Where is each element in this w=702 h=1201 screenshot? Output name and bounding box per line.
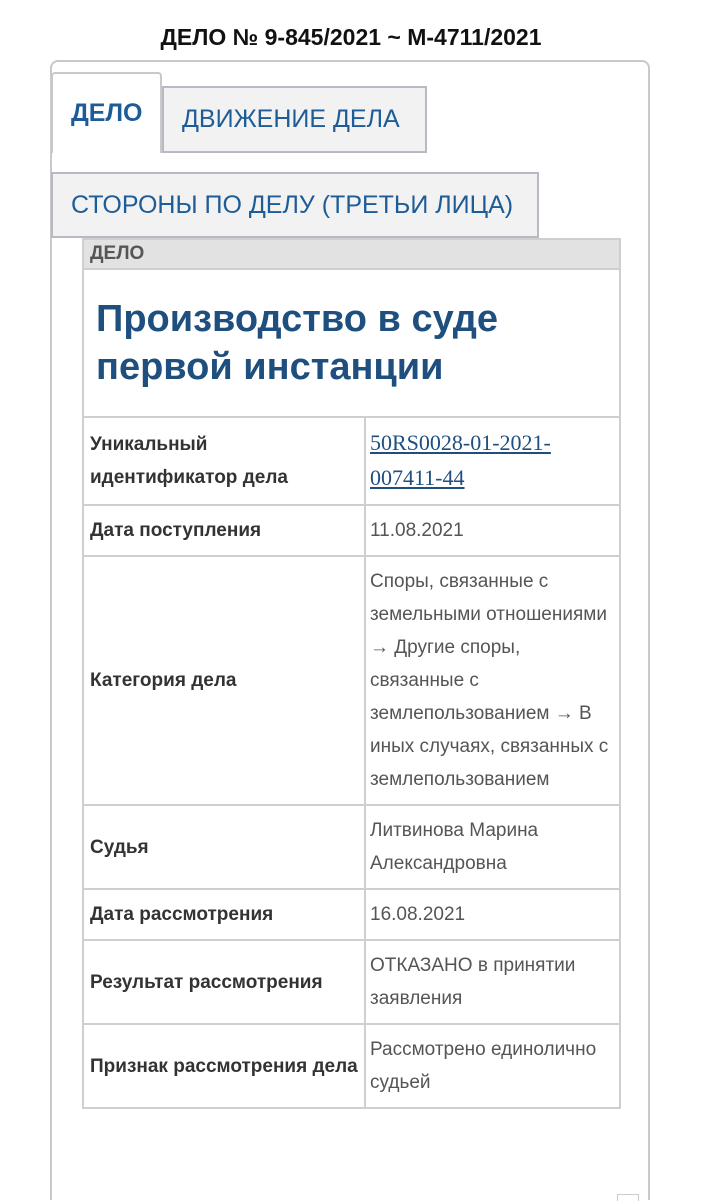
row-value-review-type: Рассмотрено единолично судьей — [365, 1024, 620, 1108]
row-value-uid — [365, 417, 620, 505]
row-label-judge: Судья — [83, 805, 365, 889]
case-table — [82, 238, 621, 1109]
page-title: ДЕЛО № 9-845/2021 ~ М-4711/2021 — [160, 24, 542, 50]
table-row — [83, 940, 620, 1024]
tab-case[interactable]: ДЕЛО — [51, 72, 162, 153]
table-row — [83, 1024, 620, 1108]
row-value-result: ОТКАЗАНО в принятии заявления — [365, 940, 620, 1024]
tab-case-movement[interactable]: ДВИЖЕНИЕ ДЕЛА — [162, 86, 427, 153]
row-label-hearing-date: Дата рассмотрения — [83, 889, 365, 940]
row-label-result: Результат рассмотрения — [83, 940, 365, 1024]
table-row — [83, 417, 620, 505]
table-row — [83, 505, 620, 556]
row-label-category: Категория дела — [83, 556, 365, 805]
tab-parties[interactable]: СТОРОНЫ ПО ДЕЛУ (ТРЕТЬИ ЛИЦА) — [51, 172, 539, 238]
row-label-review-type: Признак рассмотрения дела — [83, 1024, 365, 1108]
table-row — [83, 556, 620, 805]
row-value-judge: Литвинова Марина Александровна — [365, 805, 620, 889]
case-uid-link[interactable]: 50RS0028-01-2021-007411-44 — [370, 430, 551, 490]
table-row — [83, 805, 620, 889]
row-value-hearing-date: 16.08.2021 — [365, 889, 620, 940]
row-value-category: Споры, связанные с земельными отношениями → Другие споры, связанные с землепользованием → В иных случаях, связанных с землепользованием — [365, 556, 620, 805]
row-value-received: 11.08.2021 — [365, 505, 620, 556]
section-header: ДЕЛО — [83, 239, 620, 269]
table-row — [83, 889, 620, 940]
row-label-uid: Уникальный идентификатор дела — [83, 417, 365, 505]
case-stage-heading: Производство в суде первой инстанции — [83, 269, 620, 417]
row-label-received: Дата поступления — [83, 505, 365, 556]
